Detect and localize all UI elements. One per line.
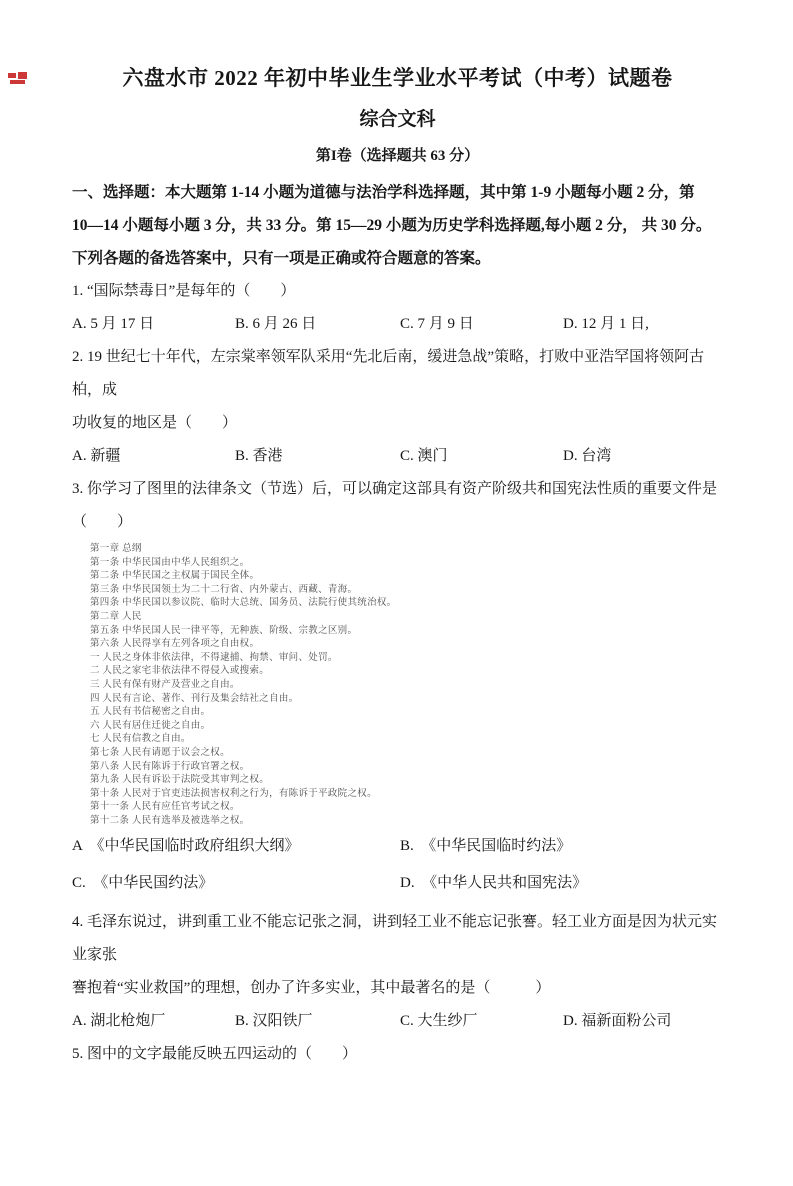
law-excerpt-line: 第一章 总纲 [90, 544, 142, 554]
law-excerpt-line: 第十二条 人民有选举及被选举之权。 [90, 815, 250, 826]
law-excerpt-line: 第十一条 人民有应任官考试之权。 [90, 802, 240, 813]
section-header: 第I卷（选择题共 63 分） [315, 148, 480, 164]
question-3-option-b: B. 《中华民国临时约法》 [400, 838, 572, 855]
question-3-text: 3. 你学习了图里的法律条文（节选）后，可以确定这部具有资产阶级共和国宪法性质的重要文件是（ ） [72, 481, 718, 530]
law-excerpt-line: 第十条 人民对于官吏违法损害权利之行为，有陈诉于平政院之权。 [90, 788, 377, 799]
law-excerpt-line: 三 人民有保有财产及营业之自由。 [90, 679, 240, 690]
law-excerpt-line: 七 人民有信教之自由。 [90, 734, 191, 745]
question-3-options [72, 834, 723, 896]
law-excerpt-line: 第五条 中华民国人民一律平等，无种族、阶级、宗教之区别。 [90, 625, 358, 636]
law-excerpt-line: 六 人民有居住迁徙之自由。 [90, 720, 211, 731]
law-excerpt-figure [90, 543, 723, 828]
question-2-option-c: C. 澳门 [400, 448, 448, 464]
question-1-option-d: D. 12 月 1 日, [563, 316, 649, 332]
question-4-option-d: D. 福新面粉公司 [563, 1013, 672, 1030]
question-3-option-d: D. 《中华人民共和国宪法》 [400, 875, 588, 892]
question-4 [72, 906, 723, 1038]
law-excerpt-line: 第七条 人民有请愿于议会之权。 [90, 747, 230, 758]
question-5 [72, 1038, 723, 1071]
question-4-text-line-2: 謇抱着“实业救国”的理想，创办了许多实业，其中最著名的是（ ） [72, 980, 551, 997]
question-4-options [72, 1005, 723, 1038]
question-5-text: 5. 图中的文字最能反映五四运动的（ ） [72, 1046, 358, 1063]
instructions-line-3: 下列各题的备选答案中，只有一项是正确或符合题意的答案。 [72, 250, 491, 267]
subject-title: 综合文科 [359, 109, 436, 130]
exam-document-page [0, 64, 793, 1071]
question-1 [72, 275, 723, 341]
question-2-option-a: A. 新疆 [72, 448, 121, 464]
law-excerpt-line: 第六条 人民得享有左列各项之自由权。 [90, 639, 260, 650]
question-1-text: 1. “国际禁毒日”是每年的（ ） [72, 283, 296, 299]
law-excerpt-line: 二 人民之家宅非依法律不得侵入或搜索。 [90, 666, 270, 677]
instructions-line-1: 一、选择题：本大题第 1-14 小题为道德与法治学科选择题，其中第 1-9 小题每小题 2 分，第 [72, 184, 695, 201]
law-excerpt-line: 第四条 中华民国以参议院、临时大总统、国务员、法院行使其统治权。 [90, 598, 397, 609]
law-excerpt-line: 第三条 中华民国领土为二十二行省、内外蒙古、西藏、青海。 [90, 584, 358, 595]
question-2-text-line-2: 功收复的地区是（ ） [72, 415, 238, 431]
law-excerpt-line: 第九条 人民有诉讼于法院受其审判之权。 [90, 775, 270, 786]
question-1-options [72, 308, 723, 341]
question-2-text-line-1: 2. 19 世纪七十年代，左宗棠率领军队采用“先北后南，缓进急战”策略，打败中亚浩罕国将领阿古柏，成 [72, 349, 705, 398]
law-excerpt-line: 第八条 人民有陈诉于行政官署之权。 [90, 761, 250, 772]
question-3 [72, 473, 723, 896]
law-excerpt-line: 第二章 人民 [90, 611, 142, 622]
question-3-option-c: C. 《中华民国约法》 [72, 875, 214, 892]
law-excerpt-line: 五 人民有书信秘密之自由。 [90, 707, 211, 718]
law-excerpt-line: 一 人民之身体非依法律，不得逮捕、拘禁、审问、处罚。 [90, 652, 338, 663]
instructions-line-2: 10—14 小题每小题 3 分，共 33 分。第 15—29 小题为历史学科选择题,每小题 2 分， 共 30 分。 [72, 217, 712, 234]
question-3-option-a: A 《中华民国临时政府组织大纲》 [72, 838, 300, 855]
question-2-option-b: B. 香港 [235, 448, 283, 464]
law-excerpt-line: 第二条 中华民国之主权属于国民全体。 [90, 571, 260, 582]
question-2 [72, 341, 723, 473]
question-1-option-a: A. 5 月 17 日 [72, 316, 155, 332]
page-title: 六盘水市 2022 年初中毕业生学业水平考试（中考）试题卷 [122, 66, 673, 90]
question-1-option-c: C. 7 月 9 日 [400, 316, 474, 332]
instructions-paragraph [72, 176, 723, 275]
law-excerpt-line: 四 人民有言论、著作、刊行及集会结社之自由。 [90, 693, 299, 704]
question-2-option-d: D. 台湾 [563, 448, 612, 464]
question-1-option-b: B. 6 月 26 日 [235, 316, 317, 332]
law-excerpt-line: 第一条 中华民国由中华人民组织之。 [90, 557, 250, 568]
question-2-options [72, 440, 723, 473]
question-4-text-line-1: 4. 毛泽东说过，讲到重工业不能忘记张之洞，讲到轻工业不能忘记张謇。轻工业方面是因为状元实业家张 [72, 914, 718, 964]
question-4-option-c: C. 大生纱厂 [400, 1013, 478, 1030]
question-4-option-b: B. 汉阳铁厂 [235, 1013, 313, 1030]
question-4-option-a: A. 湖北枪炮厂 [72, 1013, 166, 1030]
